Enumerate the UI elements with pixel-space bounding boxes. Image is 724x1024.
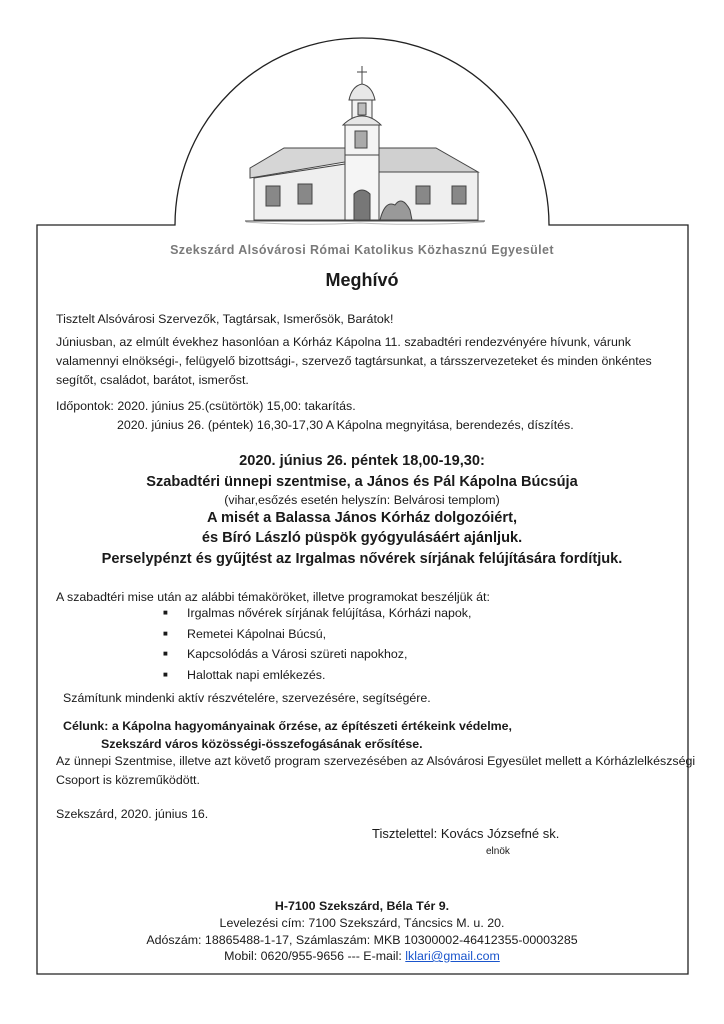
intro-line: valamennyi elnökségi-, felügyelő bizottsági-, szervező tagtársunkat, a társszervezeteket és minden önkéntes <box>56 354 652 368</box>
topics-list <box>163 603 471 685</box>
email-link[interactable]: lklari@gmail.com <box>405 949 500 963</box>
participation-note: Számítunk mindenki aktív részvételére, szervezésére, segítségére. <box>63 691 431 705</box>
page-title: Meghívó <box>325 270 399 290</box>
mass-dedication-line-1: A misét a Balassa János Kórház dolgozóiért, <box>206 510 518 526</box>
collab-line: Az ünnepi Szentmise, illetve azt követő program szervezésében az Alsóvárosi Egyesület mellett a Kórházlelkészségi <box>56 754 696 768</box>
signature-role: elnök <box>486 846 510 857</box>
list-item: ■ Irgalmas nővérek sírjának felújítása, Kórházi napok, <box>163 603 471 624</box>
topics-intro: A szabadtéri mise után az alábbi témaköröket, illetve programokat beszéljük át: <box>56 590 490 604</box>
signature-closing: Tisztelettel: Kovács Józsefné sk. <box>372 826 560 841</box>
footer-address: H-7100 Szekszárd, Béla Tér 9. <box>274 899 450 913</box>
bullet-icon: ■ <box>163 608 168 617</box>
footer-contact <box>0 947 724 966</box>
organization-name: Szekszárd Alsóvárosi Római Katolikus Közhasznú Egyesület <box>170 243 554 257</box>
chapel-illustration <box>245 66 485 224</box>
list-item: ■ Remetei Kápolnai Búcsú, <box>163 624 471 645</box>
event-title: Szabadtéri ünnepi szentmise, a János és Pál Kápolna Búcsúja <box>146 474 578 490</box>
bullet-icon: ■ <box>163 628 168 638</box>
intro-line: Júniusban, az elmúlt évekhez hasonlóan a Kórház Kápolna 11. szabadtéri rendezvényére hívunk, várunk <box>56 335 631 349</box>
collab-line: Csoport is közreműködött. <box>56 773 200 787</box>
collection-purpose: Perselypénzt és gyűjtést az Irgalmas nővérek sírjának felújítására fordítjuk. <box>101 551 623 567</box>
bullet-icon: ■ <box>163 649 168 658</box>
intro-paragraph <box>56 333 652 390</box>
footer-postal: Levelezési cím: 7100 Szekszárd, Táncsics M. u. 20. <box>219 916 505 930</box>
footer-mobile: Mobil: 0620/955-9656 --- E-mail: <box>224 949 406 963</box>
mass-dedication-line-2: és Bíró László püspök gyógyulásáért ajánljuk. <box>201 530 523 546</box>
list-item: ■ Kapcsolódás a Városi szüreti napokhoz, <box>163 644 471 665</box>
place-date: Szekszárd, 2020. június 16. <box>56 807 209 821</box>
times-line-2: 2020. június 26. (péntek) 16,30-17,30 A Kápolna megnyitása, berendezés, díszítés. <box>117 418 574 432</box>
collaboration-paragraph <box>56 752 695 790</box>
intro-line: segítőt, családot, barátot, ismerőst. <box>56 373 249 387</box>
goal-line-1: Célunk: a Kápolna hagyományainak őrzése, az építészeti értékeink védelme, <box>63 719 512 733</box>
event-date: 2020. június 26. péntek 18,00-19,30: <box>239 453 485 469</box>
rain-location-note: (vihar,esőzés esetén helyszín: Belvárosi templom) <box>224 493 500 507</box>
bullet-icon: ■ <box>163 669 168 679</box>
list-item: ■ Halottak napi emlékezés. <box>163 665 471 686</box>
footer-tax: Adószám: 18865488-1-17, Számlaszám: MKB 10300002-46412355-00003285 <box>146 933 578 947</box>
times-line-1 <box>56 397 356 416</box>
goal-line-2: Szekszárd város közösségi-összefogásának erősítése. <box>101 737 423 751</box>
times-label: Időpontok: <box>56 399 114 413</box>
greeting: Tisztelt Alsóvárosi Szervezők, Tagtársak, Ismerősök, Barátok! <box>56 312 394 326</box>
times-first: 2020. június 25.(csütörtök) 15,00: takarítás. <box>117 399 356 413</box>
